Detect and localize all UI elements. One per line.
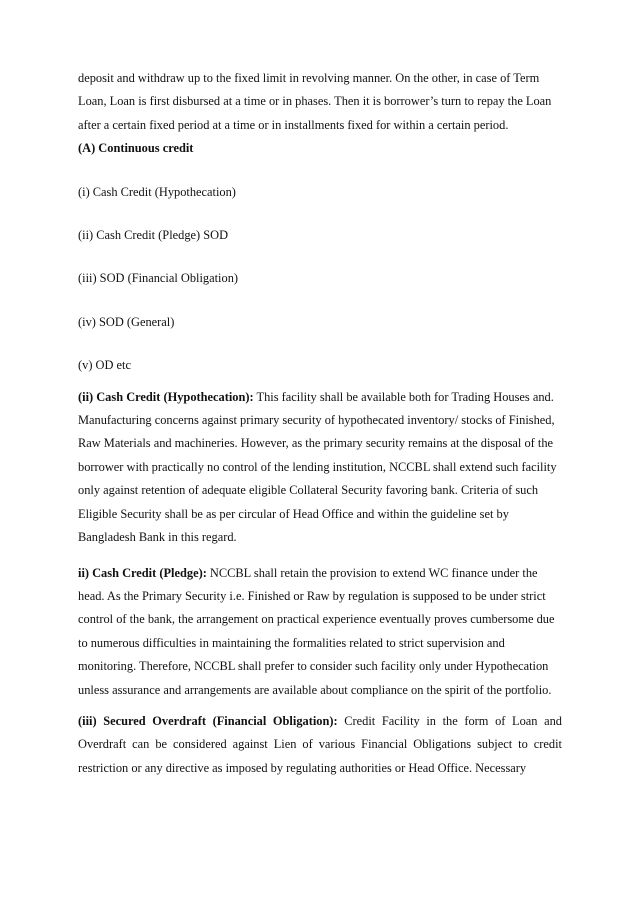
page-content	[78, 67, 562, 780]
list-item: (ii) Cash Credit (Pledge) SOD	[78, 228, 229, 243]
section-a-heading: (A) Continuous credit	[78, 141, 194, 156]
list-item: (iii) SOD (Financial Obligation)	[78, 271, 239, 286]
list-item: (iv) SOD (General)	[78, 314, 175, 329]
hypothecation-body: This facility shall be available both for Trading Houses and. Manufacturing concerns against primary security of hypothecated inventory/ stocks of Finished, Raw Materials and machineries. However, as the primary security remains at the disposal of the borrower with practically no control of the lending institution, NCCBL shall extend such facility only against retention of adequate eligible Collateral Security favoring bank. Criteria of such Eligible Security shall be as per circular of Head Office and within the guideline set by Bangladesh Bank in this regard.	[78, 389, 557, 545]
pledge-title: ii) Cash Credit (Pledge):	[78, 565, 207, 580]
pledge-paragraph	[78, 562, 562, 702]
intro-paragraph: deposit and withdraw up to the fixed limit in revolving manner. On the other, in case of Term Loan, Loan is first disbursed at a time or in phases. Then it is borrower’s turn to repay the Loan after a certain fixed period at a time or in installments fixed for within a certain period.	[78, 71, 552, 132]
pledge-body: NCCBL shall retain the provision to extend WC finance under the head. As the Primary Security i.e. Finished or Raw by regulation is supposed to be under strict control of the bank, the arrangement on practical experience eventually proves cumbersome due to numerous difficulties in maintaining the formalities related to strict supervision and monitoring. Therefore, NCCBL shall prefer to consider such facility only under Hypothecation unless assurance and arrangements are available about compliance on the spirit of the portfolio.	[78, 565, 555, 697]
secured-overdraft-body: Credit Facility in the form of Loan and Overdraft can be considered against Lien of various Financial Obligations subject to credit restriction or any directive as imposed by regulating authorities or Head Office. Necessary	[78, 713, 563, 775]
list-item: (i) Cash Credit (Hypothecation)	[78, 184, 236, 199]
secured-overdraft-paragraph	[78, 710, 562, 780]
list-item: (v) OD etc	[78, 358, 131, 373]
hypothecation-title: (ii) Cash Credit (Hypothecation):	[78, 389, 254, 404]
hypothecation-paragraph	[78, 386, 562, 550]
continuous-credit-list	[78, 181, 562, 378]
secured-overdraft-title: (iii) Secured Overdraft (Financial Obligation):	[78, 713, 338, 728]
